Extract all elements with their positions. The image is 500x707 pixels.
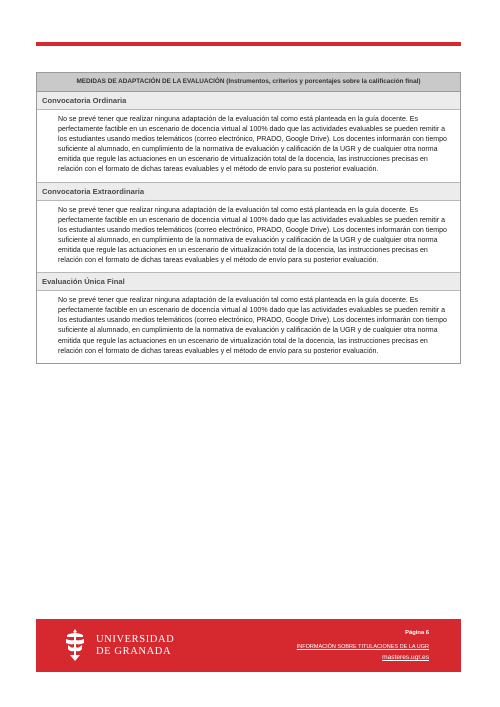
page-number: Página 6 <box>405 630 429 636</box>
table-header: MEDIDAS DE ADAPTACIÓN DE LA EVALUACIÓN (Instrumentos, criterios y porcentajes sobre la calificación final) <box>37 73 460 92</box>
ugr-crest-icon <box>63 628 87 662</box>
section-title: Evaluación Única Final <box>37 273 460 291</box>
section-title: Convocatoria Extraordinaria <box>37 183 460 201</box>
section-extraordinaria <box>37 183 460 274</box>
section-unica-final <box>37 273 460 363</box>
evaluation-table <box>36 72 461 364</box>
section-ordinaria <box>37 92 460 183</box>
section-body: No se prevé tener que realizar ninguna adaptación de la evaluación tal como está planteada en la guía docente. Es perfectamente factible en un escenario de docencia virtual al 100% dado que las actividades evaluables se pueden remitir a los estudiantes usando medios telemáticos (correo electrónico, PRADO, Google Drive). Los docentes informarán con tiempo suficiente al alumnado, en cumplimiento de la normativa de evaluación y calificación de la UGR y de cualquier otra norma emitida que regule las actuaciones en un escenario de virtualización total de la docencia, las instrucciones precisas en relación con el formato de dichas tareas evaluables y el método de envío para su posterior evaluación. <box>37 201 460 274</box>
titulaciones-info-link[interactable]: INFORMACIÓN SOBRE TITULACIONES DE LA UGR <box>296 644 429 650</box>
section-title: Convocatoria Ordinaria <box>37 92 460 110</box>
university-name-line2: DE GRANADA <box>96 646 172 657</box>
website-link[interactable]: masteres.ugr.es <box>382 654 429 661</box>
university-name-line1: UNIVERSIDAD <box>96 634 175 645</box>
page-footer <box>36 619 461 672</box>
university-name <box>96 634 174 658</box>
top-red-rule <box>36 42 461 46</box>
section-body: No se prevé tener que realizar ninguna adaptación de la evaluación tal como está planteada en la guía docente. Es perfectamente factible en un escenario de docencia virtual al 100% dado que las actividades evaluables se pueden remitir a los estudiantes usando medios telemáticos (correo electrónico, PRADO, Google Drive). Los docentes informarán con tiempo suficiente al alumnado, en cumplimiento de la normativa de evaluación y calificación de la UGR y de cualquier otra norma emitida que regule las actuaciones en un escenario de virtualización total de la docencia, las instrucciones precisas en relación con el formato de dichas tareas evaluables y el método de envío para su posterior evaluación. <box>58 297 447 355</box>
section-body: No se prevé tener que realizar ninguna adaptación de la evaluación tal como está planteada en la guía docente. Es perfectamente factible en un escenario de docencia virtual al 100% dado que las actividades evaluables se pueden remitir a los estudiantes usando medios telemáticos (correo electrónico, PRADO, Google Drive). Los docentes informarán con tiempo suficiente al alumnado, en cumplimiento de la normativa de evaluación y calificación de la UGR y de cualquier otra norma emitida que regule las actuaciones en un escenario de virtualización total de la docencia, las instrucciones precisas en relación con el formato de dichas tareas evaluables y el método de envío para su posterior evaluación. <box>37 110 460 183</box>
